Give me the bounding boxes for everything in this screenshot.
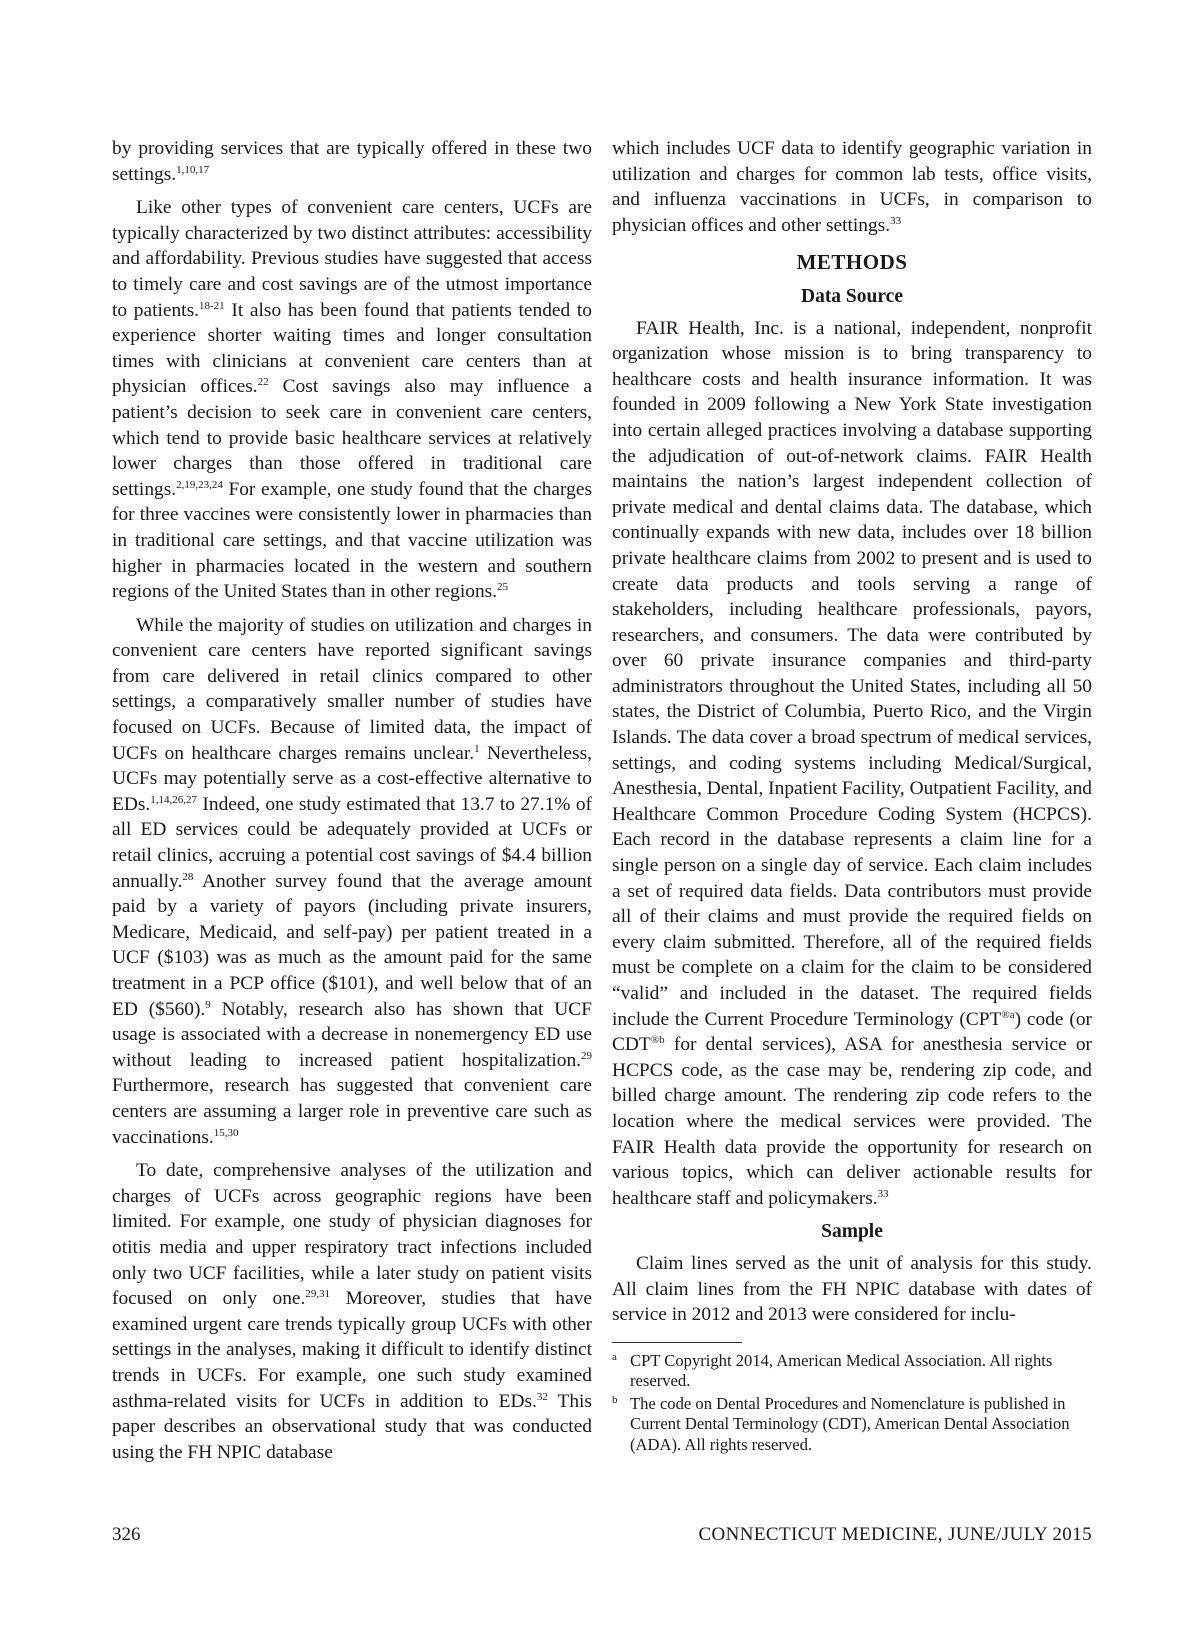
subsection-heading-data-source: Data Source [800, 285, 903, 307]
paragraph: To date, comprehensive analyses of the utilization and charges of UCFs across geographic regions have been limited. For example, one study of physician diagnoses for otitis media and upper respiratory tract infections included only two UCF facilities, while a later study on patient visits focused on only one.$^{29,31}$ Moreover, studies that have examined urgent care trends typically group UCFs with other settings in the analyses, making it difficult to identify distinct trends in UCFs. For example, one such study examined asthma-related visits for UCFs in addition to EDs.$^{32}$ This paper describes an observational study that was conducted using the FH NPIC database [112, 1160, 592, 1463]
paragraph: by providing services that are typically offered in these two settings.$^{1,10,17}$ [112, 138, 592, 185]
left-column [112, 136, 592, 1465]
footnote-divider [612, 1342, 742, 1343]
paragraph: While the majority of studies on utilization and charges in convenient care centers have reported significant savings from care delivered in retail clinics compared to other settings, a comparatively smaller number of studies have focused on UCFs. Because of limited data, the impact of UCFs on healthcare charges remains unclear.$^1$ Nevertheless, UCFs may potentially serve as a cost-effective alternative to EDs.$^{1,14,26,27}$ Indeed, one study estimated that 13.7 to 27.1% of all ED services could be adequately provided at UCFs or retail clinics, accruing a potential cost savings of $4.4 billion annually.$^{28}$ Another survey found that the average amount paid by a variety of payors (including private insurers, Medicare, Medicaid, and self-pay) per patient treated in a UCF ($103) was as much as the amount paid for the same treatment in a PCP office ($101), and well below that of an ED ($560).$^9$ Notably, research also has shown that UCF usage is associated with a decrease in nonemergency ED use without leading to increased patient hospitalization.$^{29}$ Furthermore, research has suggested that convenient care centers are assuming a larger role in preventive care such as vaccinations.$^{15,30}$ [112, 614, 592, 1148]
section-heading-methods: METHODS [796, 250, 908, 275]
paragraph: Claim lines served as the unit of analysis for this study. All claim lines from the FH NPIC database with dates of service in 2012 and 2013 were considered for inclu- [612, 1252, 1092, 1326]
paragraph: FAIR Health, Inc. is a national, independent, nonprofit organization whose mission is to bring transparency to healthcare costs and health insurance information. It was founded in 2009 following a New York State investigation into certain alleged practices involving a database supporting the adjudication of out-of-network claims. FAIR Health maintains the nation’s largest independent collection of private medical and dental claims data. The database, which continually expands with new data, includes over 18 billion private healthcare claims from 2002 to present and is used to create data products and tools serving a range of stakeholders, including healthcare professionals, payors, researchers, and consumers. The data were contributed by over 60 private insurance companies and third-party administrators throughout the United States, including all 50 states, the District of Columbia, Puerto Rico, and the Virgin Islands. The data cover a broad spectrum of medical services, settings, and coding systems including Medical/Surgical, Anesthesia, Dental, Inpatient Facility, Outpatient Facility, and Healthcare Common Procedure Coding System (HCPCS). Each record in the database represents a claim line for a single person on a single day of service. Each claim includes a set of required data fields. Data contributors must provide all of their claims and must provide the required fields on every claim submitted. Therefore, all of the required fields must be complete on a claim for the claim to be considered “valid” and included in the dataset. The required fields include the Current Procedure Terminology $(CPT^{®a})$ code (or $CDT^{®b}$ for dental services), ASA for anesthesia service or HCPCS code, as the case may be, rendering zip code, and billed charge amount. The rendering zip code refers to the location where the medical services were provided. The FAIR Health data provide the opportunity for research on various topics, which can deliver actionable results for healthcare staff and policymakers.$^{33}$ [612, 317, 1092, 1209]
subsection-heading-sample: Sample [821, 1221, 883, 1243]
journal-title: CONNECTICUT MEDICINE, JUNE/JULY 2015 [698, 1524, 1092, 1545]
paragraph: which includes UCF data to identify geographic variation in utilization and charges for common lab tests, office visits, and influenza vaccinations in UCFs, in comparison to physician offices and other settings.$^{33}$ [612, 138, 1092, 236]
footnote: b The code on Dental Procedures and Nomenclature is published in Current Dental Terminology (CDT), American Dental Association (ADA). All rights reserved. [612, 1393, 1070, 1454]
footnotes [612, 1351, 1092, 1456]
footnote: a CPT Copyright 2014, American Medical Association. All rights reserved. [612, 1350, 1053, 1391]
page-number: 326 [112, 1524, 141, 1545]
right-column [612, 136, 1092, 1455]
paragraph: Like other types of convenient care centers, UCFs are typically characterized by two distinct attributes: accessibility and affordability. Previous studies have suggested that access to timely care and cost savings are of the utmost importance to patients.$^{18-21}$ It also has been found that patients tended to experience shorter waiting times and longer consultation times with clinicians at convenient care centers than at physician offices.$^{22}$ Cost savings also may influence a patient’s decision to seek care in convenient care centers, which tend to provide basic healthcare services at relatively lower charges than those offered in traditional care settings.$^{2,19,23,24}$ For example, one study found that the charges for three vaccines were consistently lower in pharmacies than in traditional care settings, and that vaccine utilization was higher in pharmacies located in the western and southern regions of the United States than in other regions.$^{25}$ [112, 197, 593, 603]
